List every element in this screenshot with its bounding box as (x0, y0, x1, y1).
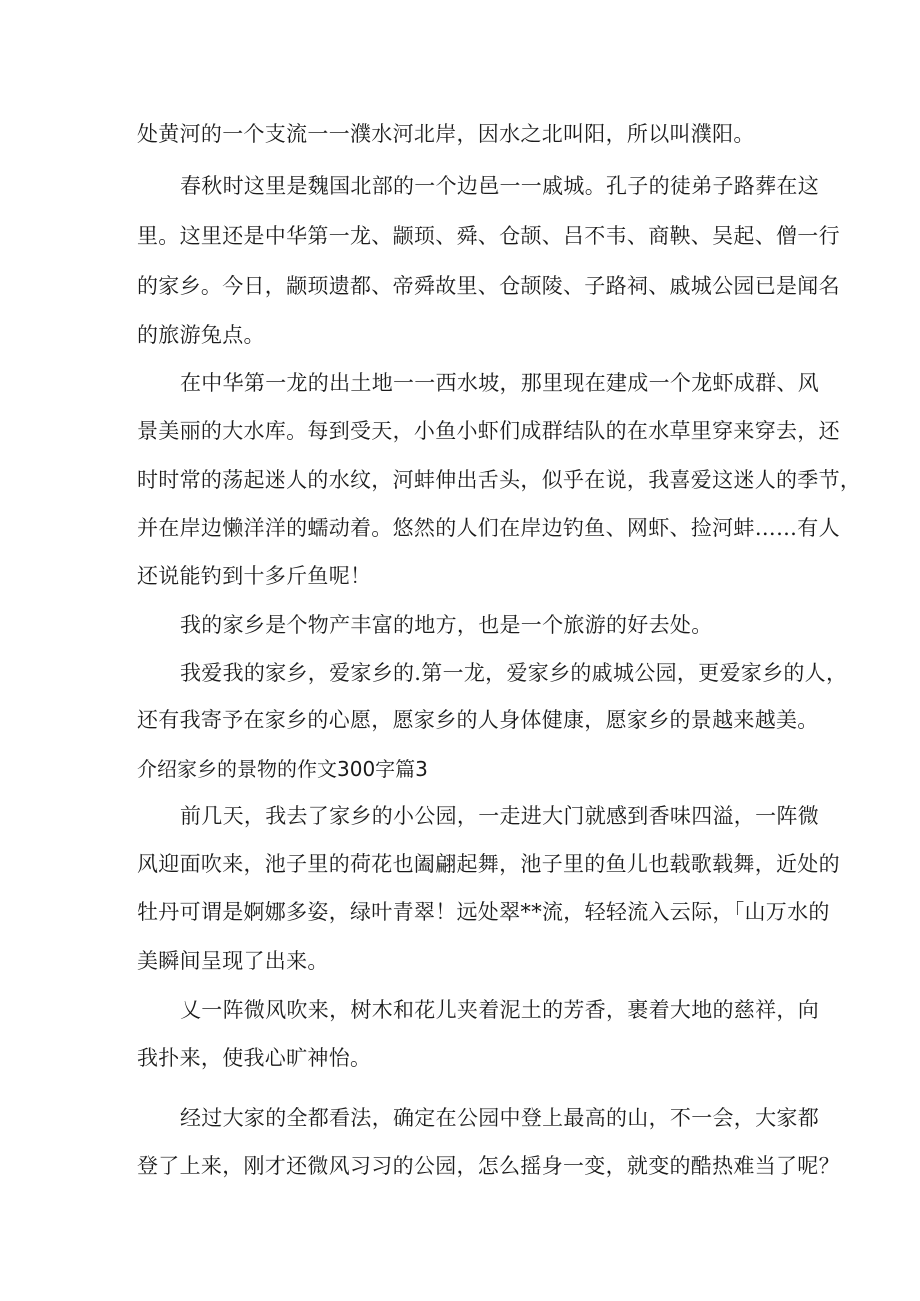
text-line: 经过大家的全都看法，确定在公园中登上最高的山，不一会，大家都 (180, 1106, 819, 1130)
text-line: 在中华第一龙的出土地一一西水坡，那里现在建成一个龙虾成群、风 (180, 371, 819, 395)
text-line: 我的家乡是个物产丰富的地方，也是一个旅游的好去处。 (180, 613, 713, 637)
text-line: 的旅游兔点。 (137, 323, 265, 347)
text-line: 前几天，我去了家乡的小公园，一走进大门就感到香味四溢，一阵微 (180, 804, 819, 828)
text-line: 处黄河的一个支流一一濮水河北岸，因水之北叫阳，所以叫濮阳。 (137, 122, 755, 146)
text-line: 美瞬间呈现了出来。 (137, 949, 329, 973)
text-line: 我爱我的家乡，爱家乡的.第一龙，爱家乡的戚城公园，更爱家乡的人， (180, 661, 848, 685)
text-line: 登了上来，刚才还微风习习的公园，怎么摇身一变，就变的酷热难当了呢？ (137, 1154, 840, 1178)
text-line: 乂一阵微风吹来，树木和花儿夹着泥土的芳香，裹着大地的慈祥，向 (180, 998, 819, 1022)
text-line: 春秋时这里是魏国北部的一个边邑一一戚城。孔子的徒弟子路葬在这 (180, 174, 819, 198)
text-line: 里。这里还是中华第一龙、颛顼、舜、仓颉、吕不韦、商鞅、吴起、僧一行 (137, 224, 840, 248)
text-line: 风迎面吹来，池子里的荷花也阖翩起舞，池子里的鱼儿也载歌载舞，近处的 (137, 852, 840, 876)
section-heading: 介绍家乡的景物的作文300字篇3 (137, 757, 428, 781)
text-line: 景美丽的大水库。每到受天，小鱼小虾们成群结队的在水草里穿来穿去，还 (137, 419, 840, 443)
text-line: 还有我寄予在家乡的心愿，愿家乡的人身体健康，愿家乡的景越来越美。 (137, 708, 819, 732)
text-line: 还说能钓到十多斤鱼呢！ (137, 564, 372, 588)
text-line: 的家乡。今日，颛顼遗都、帝舜故里、仓颉陵、子路祠、戚城公园已是闻名 (137, 274, 840, 298)
text-line: 并在岸边懒洋洋的蠕动着。悠然的人们在岸边钓鱼、网虾、捡河蚌……有人 (137, 516, 840, 540)
text-line: 时时常的荡起迷人的水纹，河蚌伸出舌头，似乎在说，我喜爱这迷人的季节， (137, 468, 862, 492)
text-line: 牡丹可谓是婀娜多姿，绿叶青翠！远处翠**流，轻轻流入云际，「山万水的 (137, 900, 830, 924)
text-line: 我扑来，使我心旷神怡。 (137, 1046, 372, 1070)
